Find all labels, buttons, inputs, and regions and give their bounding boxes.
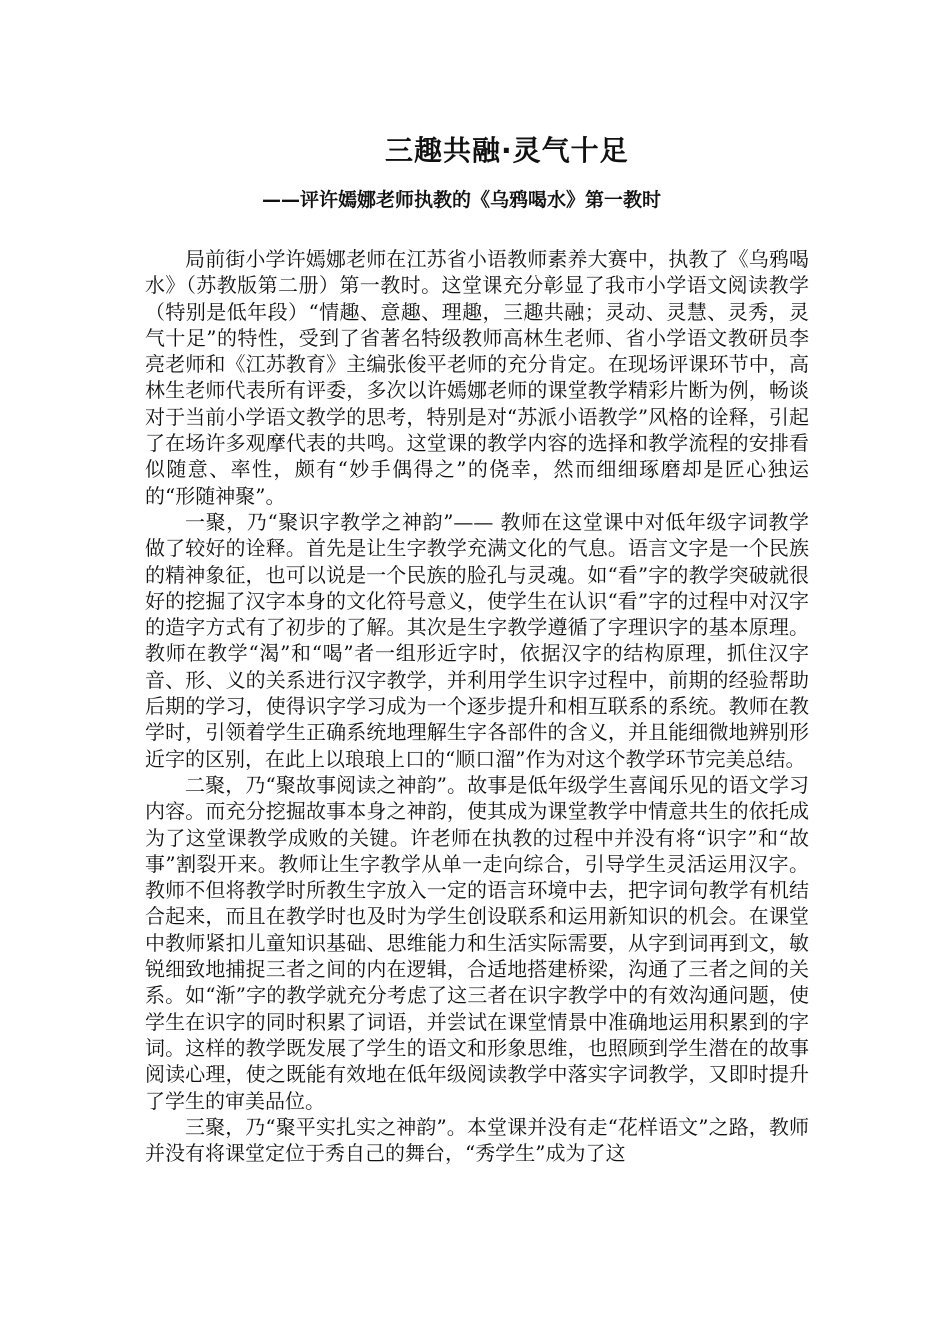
page-title: 三趣共融·灵气十足 — [385, 134, 629, 167]
paragraph-intro: 局前街小学许嫣娜老师在江苏省小语教师素养大赛中，执教了《乌鸦喝水》（苏教版第二册）第一教时。这堂课充分彰显了我市小学语文阅读教学（特别是低年段）“情趣、意趣、理趣，三趣共融；灵动、灵慧、灵秀，灵气十足”的特性，受到了省著名特级教师高林生老师、省小学语文教研员李亮老师和《江苏教育》主编张俊平老师的充分肯定。在现场评课环节中，高林生老师代表所有评委，多次以许嫣娜老师的课堂教学精彩片断为例，畅谈对于当前小学语文教学的思考，特别是对“苏派小语教学”风格的诠释，引起了在场许多观摩代表的共鸣。这堂课的教学内容的选择和教学流程的安排看似随意、率性，颇有“妙手偶得之”的侥幸，然而细细琢磨却是匠心独运的“形随神聚”。 — [145, 247, 809, 508]
paragraph-third-focus: 三聚，乃“聚平实扎实之神韵”。本堂课并没有走“花样语文”之路，教师并没有将课堂定位于秀自己的舞台，“秀学生”成为了这 — [145, 1114, 809, 1166]
page-subtitle: ——评许嫣娜老师执教的《乌鸦喝水》第一教时 — [262, 189, 662, 211]
article-body — [145, 246, 809, 1166]
paragraph-second-focus: 二聚，乃“聚故事阅读之神韵”。故事是低年级学生喜闻乐见的语文学习内容。而充分挖掘故事本身之神韵，使其成为课堂教学中情意共生的依托成为了这堂课教学成败的关键。许老师在执教的过程中并没有将“识字”和“故事”割裂开来。教师让生字教学从单一走向综合，引导学生灵活运用汉字。教师不但将教学时所教生字放入一定的语言环境中去，把字词句教学有机结合起来，而且在教学时也及时为学生创设联系和运用新知识的机会。在课堂中教师紧扣儿童知识基础、思维能力和生活实际需要，从字到词再到文，敏锐细致地捕捉三者之间的内在逻辑，合适地搭建桥梁，沟通了三者之间的关系。如“渐”字的教学就充分考虑了这三者在识字教学中的有效沟通问题，使学生在识字的同时积累了词语，并尝试在课堂情景中准确地运用积累到的字词。这样的教学既发展了学生的语文和形象思维，也照顾到学生潜在的故事阅读心理，使之既能有效地在低年级阅读教学中落实字词教学，又即时提升了学生的审美品位。 — [145, 772, 809, 1113]
paragraph-first-focus: 一聚，乃“聚识字教学之神韵”—— 教师在这堂课中对低年级字词教学做了较好的诠释。首先是让生字教学充满文化的气息。语言文字是一个民族的精神象征，也可以说是一个民族的脸孔与灵魂。如“看”字的教学突破就很好的挖掘了汉字本身的文化符号意义，使学生在认识“看”字的过程中对汉字的造字方式有了初步的了解。其次是生字教学遵循了字理识字的基本原理。教师在教学“渴”和“喝”者一组形近字时，依据汉字的结构原理，抓住汉字音、形、义的关系进行汉字教学，并利用学生识字过程中，前期的经验帮助后期的学习，使得识字学习成为一个逐步提升和相互联系的系统。教师在教学时，引领着学生正确系统地理解生字各部件的含义，并且能细微地辨别形近字的区别，在此上以琅琅上口的“顺口溜”作为对这个教学环节完美总结。 — [145, 509, 809, 771]
